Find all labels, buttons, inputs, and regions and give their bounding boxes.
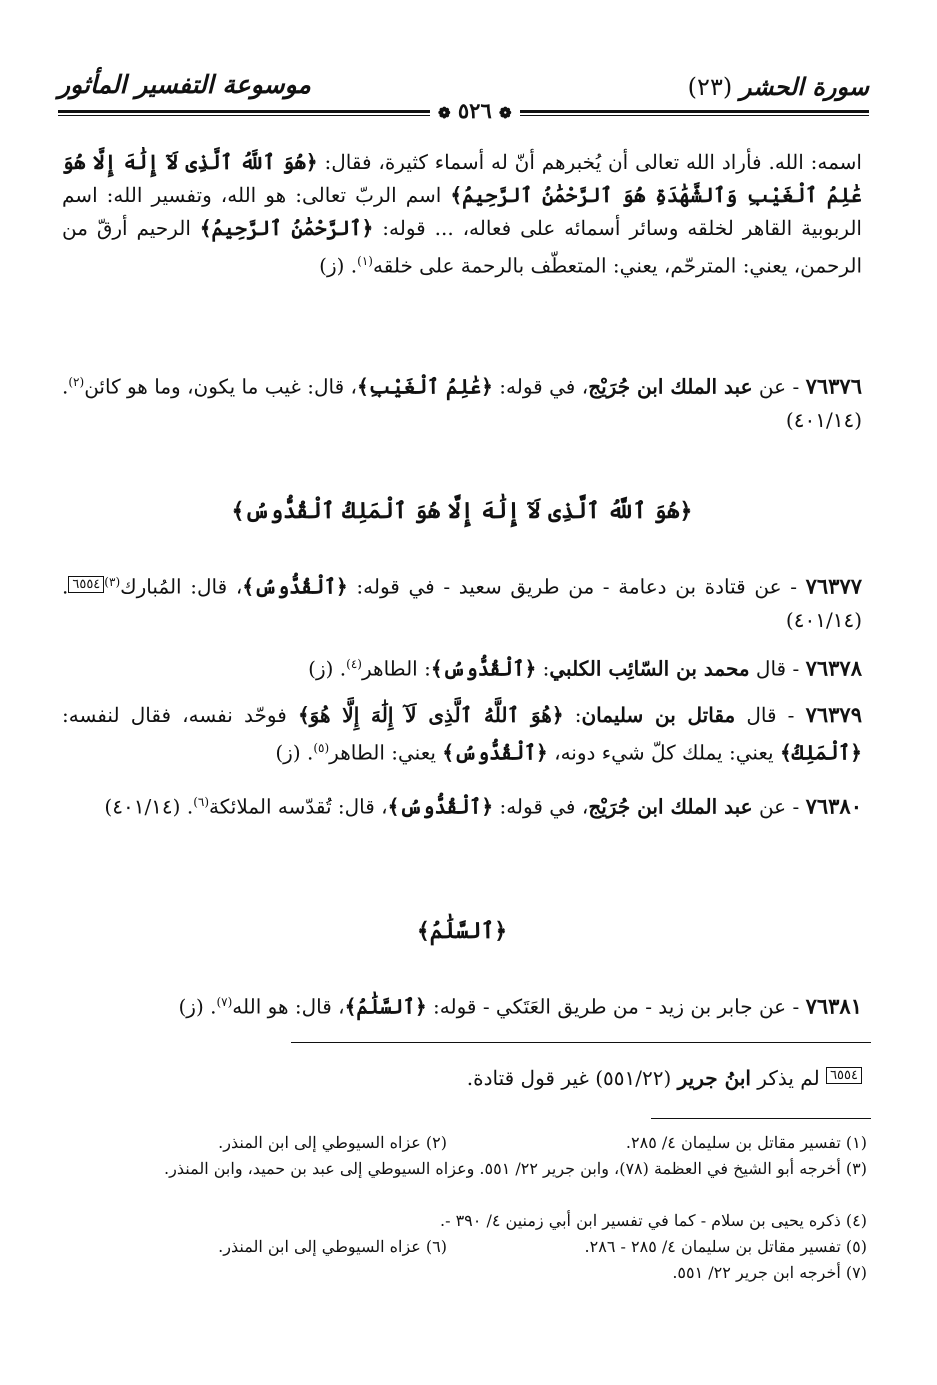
athar-number: ٧٦٣٨١: [805, 993, 862, 1019]
text-span: . (٤٠١/١٤): [62, 374, 862, 432]
section-heading-quddus: ﴿هُوَ ٱللَّهُ ٱلَّذِى لَآ إِلَٰهَ إِلَّا هُوَ ٱلْمَلِكُ ٱلْقُدُّوسُ﴾: [231, 498, 693, 524]
athar-number: ٧٦٣٧٨: [805, 655, 862, 681]
text-span: : الطاهر: [361, 656, 431, 681]
footnote-ref[interactable]: (٢): [68, 375, 85, 389]
text-span: - عن قتادة بن دعامة - من طريق سعيد - في قوله:: [347, 574, 806, 599]
footnote-3: (٣) أخرجه أبو الشيخ في العظمة (٧٨)، وابن جرير ٢٢/ ٥٥١. وعزاه السيوطي إلى عبد بن حميد، وابن المنذر.: [164, 1159, 867, 1178]
footnote-ref[interactable]: (٧): [216, 995, 233, 1009]
quran-quote: ﴿هُوَ ٱللَّهُ ٱلَّذِى لَآ إِلَٰهَ إِلَّا هُوَ﴾: [297, 703, 564, 727]
paragraph-76377: [62, 566, 862, 637]
footnote-row: [62, 1234, 867, 1260]
text-span: لم يذكر: [750, 1066, 827, 1090]
narrator-name: عبد الملك ابن جُرَيْج: [588, 374, 753, 399]
athar-number: ٧٦٣٧٩: [805, 702, 862, 727]
quran-quote: ﴿ٱلرَّحْمَٰنُ ٱلرَّحِيمُ﴾: [199, 216, 374, 240]
footnote-row: [62, 1208, 867, 1234]
text-span: ، في قوله:: [493, 794, 589, 819]
commentary-divider: [291, 1042, 871, 1043]
text-span: ، قال: هو الله: [232, 994, 345, 1019]
text-span: :: [563, 703, 582, 727]
footnote-4: (٤) ذكره يحيى بن سلام - كما في تفسير ابن أبي زمنين ٤/ ٣٩٠ -.: [440, 1211, 867, 1230]
text-span: ، قال: المُبارك: [120, 574, 243, 599]
page-header: [58, 58, 869, 123]
commentary-ref-box[interactable]: ٦٥٥٤: [68, 576, 104, 593]
book-title: موسوعة التفسير المأثور: [58, 70, 311, 99]
paragraph-76378: [62, 648, 862, 686]
quran-quote: ﴿عَٰلِمُ ٱلْغَيْبِ﴾: [357, 374, 493, 399]
quran-quote: ﴿ٱلْقُدُّوسُ﴾: [442, 740, 548, 765]
footnote-row: [62, 1130, 867, 1156]
footnote-ref[interactable]: (١): [357, 254, 373, 268]
page-number: ٥٢٦: [457, 98, 492, 123]
verse-ref: (٢٣): [687, 73, 733, 101]
footnote-7: (٧) أخرجه ابن جرير ٢٢/ ٥٥١.: [672, 1263, 867, 1282]
paragraph-intro: [62, 146, 862, 283]
text-span: - قال: [749, 656, 806, 681]
athar-number: ٧٦٣٧٦: [805, 373, 862, 399]
ornament-icon: ❁: [499, 104, 512, 122]
paragraph-76381: [62, 986, 862, 1024]
quran-quote: ﴿ٱلْقُدُّوسُ﴾: [242, 574, 348, 599]
text-span: . (ز): [308, 656, 347, 681]
surah-header: [688, 72, 869, 101]
text-span: . (٤٠١/١٤): [62, 574, 862, 632]
text-span: . (ز): [319, 253, 358, 278]
text-span: - قال: [735, 703, 806, 727]
text-span: ، قال: تُقدّسه الملائكة: [209, 794, 388, 819]
paragraph-76379: [62, 698, 862, 770]
narrator-name: محمد بن السّائِب الكلبي: [549, 656, 750, 681]
ornament-icon: ❁: [438, 104, 451, 122]
footnote-2: (٢) عزاه السيوطي إلى ابن المنذر.: [218, 1133, 447, 1152]
text-span: يعني: الطاهر: [329, 740, 443, 765]
text-span: - عن: [752, 374, 806, 399]
page-number-block: [430, 98, 520, 123]
text-span: الرحيم أرقّ من الرحمن، يعني: المترحّم، يعني: المتعطّف بالرحمة على خلقه: [62, 216, 862, 278]
commentary-note: [62, 1062, 862, 1095]
athar-number: ٧٦٣٧٧: [805, 573, 863, 599]
text-span: . (ز): [178, 994, 217, 1019]
quran-quote: ﴿ٱلْقُدُّوسُ﴾: [430, 656, 537, 681]
narrator-name: مقاتل بن سليمان: [581, 703, 736, 727]
text-span: فوحّد نفسه، فقال لنفسه:: [62, 703, 298, 727]
quran-quote: ﴿هُوَ ٱللَّهُ ٱلَّذِى لَآ إِلَٰهَ إِلَّا هُوَ عَٰلِمُ ٱلْغَيْبِ وَٱلشَّهَٰدَةِ هُوَ ٱلرَّحْمَٰنُ ٱلرَّحِيمُ﴾: [62, 150, 862, 207]
athar-number: ٧٦٣٨٠: [805, 793, 862, 819]
footnote-ref[interactable]: (٥): [313, 741, 330, 755]
footnote-6: (٦) عزاه السيوطي إلى ابن المنذر.: [218, 1237, 447, 1256]
footnote-ref[interactable]: (٤): [346, 657, 362, 671]
text-span: اسم الربّ تعالى: هو الله، وتفسير الله: اسم الربوبية القاهر لخلقه وسائر أسمائه على فعاله، ... قوله:: [62, 183, 862, 240]
text-span: اسمه: الله. فأراد الله تعالى أن يُخبرهم أنّ له أسماء كثيرة، فقال:: [317, 150, 862, 174]
text-span: :: [536, 656, 550, 681]
paragraph-76380: [62, 786, 862, 824]
quran-quote: ﴿ٱلْمَلِكُ﴾: [779, 740, 862, 765]
footnote-5: (٥) تفسير مقاتل بن سليمان ٤/ ٢٨٥ - ٢٨٦.: [584, 1237, 867, 1256]
quran-quote: ﴿ٱلْقُدُّوسُ﴾: [387, 794, 494, 819]
text-span: ، قال: غيب ما يكون، وما هو كائن: [84, 374, 357, 399]
text-span: - عن جابر بن زيد - من طريق العَتَكي - قوله:: [426, 994, 806, 1019]
text-span: . (٤٠١/١٤): [104, 794, 194, 819]
footnote-row: [62, 1260, 867, 1286]
surah-name: سورة الحشر: [739, 72, 869, 101]
text-span: ، في قوله:: [492, 374, 589, 399]
paragraph-76376: [62, 366, 862, 437]
footnote-ref[interactable]: (٦): [193, 795, 210, 809]
footnote-1: (١) تفسير مقاتل بن سليمان ٤/ ٢٨٥.: [625, 1133, 867, 1152]
commentary-ref-box[interactable]: ٦٥٥٤: [826, 1067, 862, 1084]
text-span: - عن: [752, 794, 806, 819]
footnote-divider: [651, 1118, 871, 1119]
section-heading-salam: ﴿ٱلسَّلَٰمُ﴾: [416, 918, 508, 944]
narrator-name: عبد الملك ابن جُرَيْج: [588, 794, 753, 819]
narrator-name: ابنُ جرير: [677, 1066, 751, 1090]
text-span: يعني: يملك كلّ شيء دونه،: [547, 740, 780, 765]
text-span: (٥٥١/٢٢) غير قول قتادة.: [466, 1066, 678, 1090]
footnote-ref[interactable]: (٣): [104, 575, 121, 589]
text-span: . (ز): [275, 740, 314, 765]
quran-quote: ﴿ٱلسَّلَٰمُ﴾: [344, 994, 427, 1019]
